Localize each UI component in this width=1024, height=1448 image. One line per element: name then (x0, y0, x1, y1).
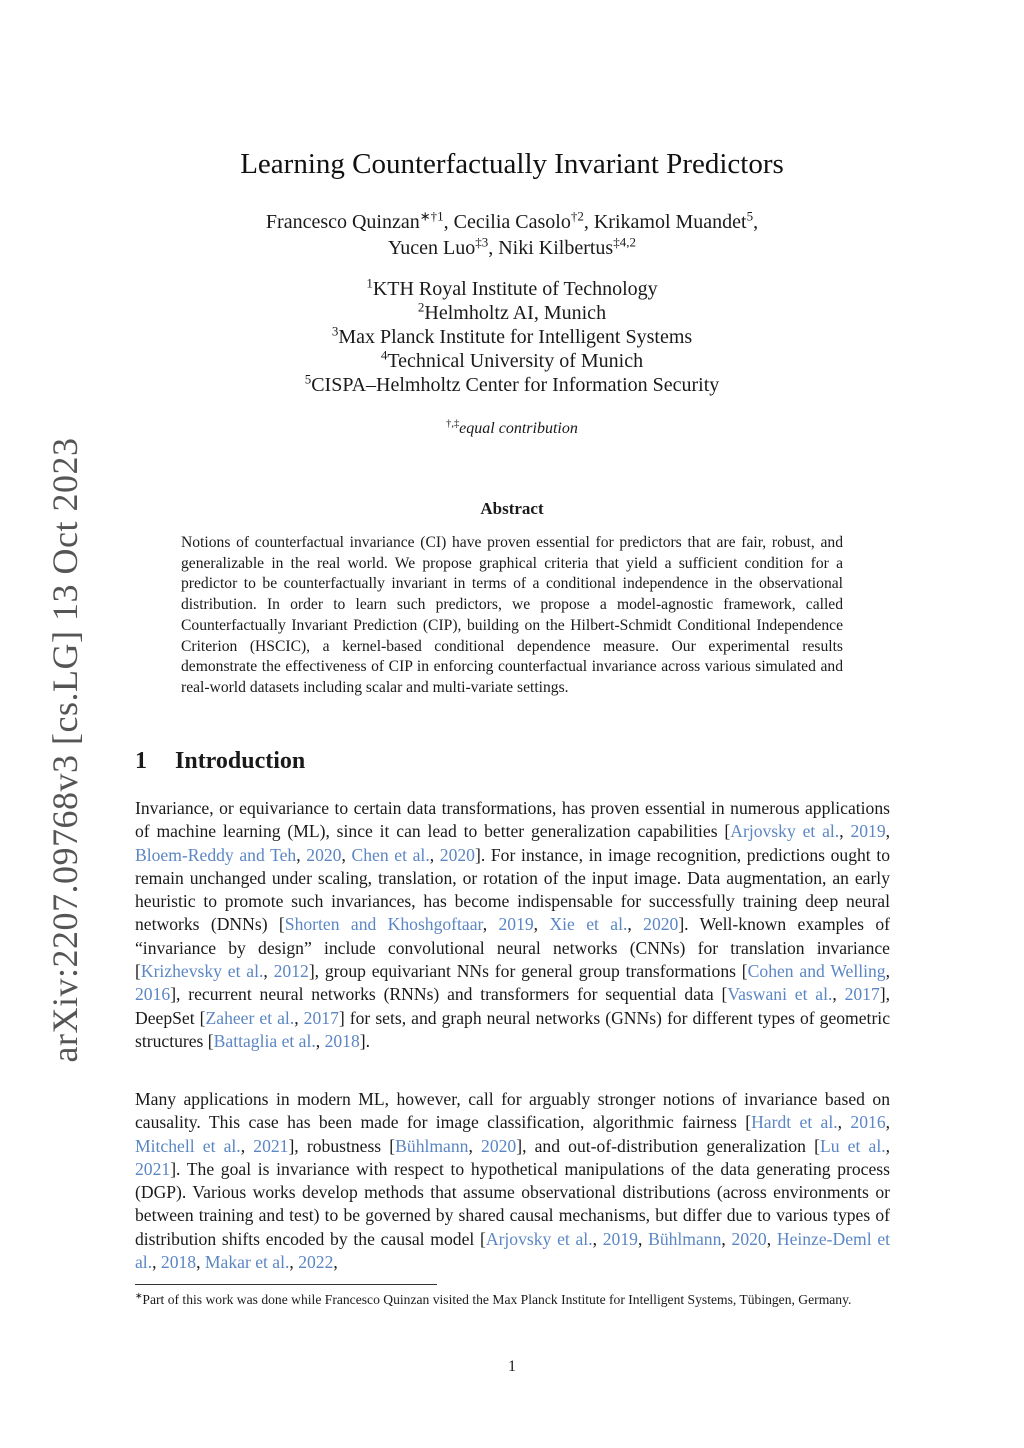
author-name: Yucen Luo (388, 237, 476, 259)
citation-link[interactable]: Vaswani et al. (727, 984, 833, 1005)
citation-link[interactable]: 2017 (303, 1007, 339, 1028)
author-name: Francesco Quinzan (265, 211, 420, 233)
citation-sep: , (429, 844, 440, 865)
section-title: Introduction (175, 748, 306, 774)
citation-link[interactable]: Zaheer et al. (205, 1007, 295, 1028)
paragraph-text: ], recurrent neural networks (RNNs) and transformers for sequential data [ (170, 984, 728, 1005)
citation-link[interactable]: 2019 (602, 1228, 638, 1249)
citation-link[interactable]: 2021 (253, 1135, 289, 1156)
affiliation (0, 373, 1024, 397)
citation-link[interactable]: Arjovsky et al. (730, 821, 840, 842)
paragraph-text: ], robustness [ (288, 1135, 396, 1156)
citation-link[interactable]: 2012 (273, 961, 309, 982)
citation-link[interactable]: 2019 (498, 914, 534, 935)
affiliation-name: KTH Royal Institute of Technology (372, 278, 658, 300)
footnote-text: Part of this work was done while Francesco Quinzan visited the Max Planck Institute for Intelligent Systems, Tübingen, Germany. (142, 1292, 852, 1307)
citation-sep: , (263, 961, 274, 982)
citation-link[interactable]: 2017 (844, 984, 880, 1005)
citation-link[interactable]: Bühlmann (648, 1228, 722, 1249)
citation-link[interactable]: 2022 (298, 1252, 334, 1273)
citation-link[interactable]: 2020 (643, 914, 679, 935)
author-marks: †2 (570, 208, 584, 224)
citation-link[interactable]: Krizhevsky et al. (140, 961, 264, 982)
citation-sep: , (839, 821, 851, 842)
equal-contribution-text: equal contribution (459, 420, 578, 437)
citation-sep: , (240, 1135, 254, 1156)
citation-sep: , (885, 821, 891, 842)
citation-sep: , (885, 961, 890, 982)
citation-sep: , (533, 914, 550, 935)
citation-sep: , (885, 1135, 891, 1156)
section-number: 1 (135, 748, 147, 774)
intro-paragraph-2 (135, 1088, 890, 1274)
citation-link[interactable]: 2020 (306, 844, 342, 865)
paragraph-text: ]. Well-known examples of “invariance by design” include convolutional neural networks (CNNs) for translation invariance [ (135, 914, 890, 982)
citation-sep: , (196, 1252, 205, 1273)
citation-sep: , (152, 1252, 161, 1273)
author-name: Krikamol Muandet (593, 211, 747, 233)
citation-sep: , (289, 1252, 299, 1273)
affiliation-name: Technical University of Munich (387, 350, 644, 372)
citation-link[interactable]: 2020 (731, 1228, 767, 1249)
paragraph-text: ]. The goal is invariance with respect to hypothetical manipulations of the data generating process (DGP). Various works develop methods that assume observational distributions (across environments or between training and test) to be governed by shared causal mechanisms, but differ due to various types of distribution shifts encoded by the causal model [ (135, 1158, 890, 1249)
page-number: 1 (508, 1358, 516, 1375)
citation-sep: , (885, 1112, 891, 1133)
citation-sep: , (468, 1135, 482, 1156)
affiliation-name: Max Planck Institute for Intelligent Systems (338, 326, 693, 348)
affiliation-mark: 3 (331, 323, 339, 339)
citation-link[interactable]: Hardt et al. (751, 1112, 838, 1133)
citation-sep: , (333, 1252, 338, 1273)
citation-sep: , (296, 844, 307, 865)
citation-link[interactable]: Bühlmann (395, 1135, 469, 1156)
citation-link[interactable]: 2021 (135, 1158, 171, 1179)
citation-link[interactable]: Arjovsky et al. (485, 1228, 593, 1249)
citation-link[interactable]: Heinze-Deml et al. (135, 1228, 891, 1273)
affiliation-mark: 2 (417, 299, 425, 315)
citation-link[interactable]: Bloem-Reddy and Teh (135, 844, 297, 865)
equal-contribution-marks: †,‡ (446, 418, 460, 430)
citation-sep: , (482, 914, 499, 935)
affiliation (0, 301, 1024, 325)
citation-link[interactable]: Chen et al. (351, 844, 430, 865)
author-line-2: Yucen Luo$^{\ddagger 3}$, Niki Kilbertus$^{\ddagger 4,2}$ (388, 234, 636, 259)
paragraph-text: Many applications in modern ML, however, call for arguably stronger notions of invariance based on causality. This case has been made for image classification, algorithmic fairness [ (135, 1089, 890, 1133)
paragraph-text: ], DeepSet [ (135, 984, 891, 1028)
paragraph-text: ]. (359, 1030, 371, 1051)
author-marks: 5 (746, 208, 754, 224)
paragraph-text: ], and out-of-distribution generalization [ (516, 1135, 820, 1156)
abstract-heading: Abstract (480, 499, 544, 518)
affiliation-mark: 5 (304, 371, 312, 387)
abstract-text: Notions of counterfactual invariance (CI) have proven essential for predictors that are fair, robust, and generalizable in the real world. We propose graphical criteria that yield a sufficient condition for a predictor to be counterfactually invariant in terms of a conditional independence in the observational distribution. In order to learn such predictors, we propose a model-agnostic framework, called Counterfactually Invariant Prediction (CIP), building on the Hilbert-Schmidt Conditional Independence Criterion (HSCIC), a kernel-based conditional dependence measure. Our experimental results demonstrate the effectiveness of CIP in enforcing counterfactual invariance across various simulated and real-world datasets including scalar and multi-variate settings. (181, 534, 843, 696)
citation-sep: , (341, 844, 352, 865)
citation-link[interactable]: 2019 (850, 821, 886, 842)
affiliation (0, 349, 1024, 373)
affiliation-mark: 1 (366, 275, 373, 291)
citation-link[interactable]: Mitchell et al. (135, 1135, 241, 1156)
footnote-mark: ∗ (135, 1290, 143, 1301)
citation-sep: , (832, 984, 845, 1005)
author-marks: ‡4,2 (613, 234, 636, 250)
intro-paragraph-1 (135, 797, 890, 1053)
affiliation-name: Helmholtz AI, Munich (424, 302, 607, 324)
citation-sep: , (315, 1030, 325, 1051)
citation-sep: , (294, 1007, 304, 1028)
paragraph-text: ], group equivariant NNs for general group transformations [ (308, 961, 748, 982)
arxiv-identifier: arXiv:2207.09768v3 [cs.LG] 13 Oct 2023 (45, 437, 85, 1063)
citation-sep: , (637, 1228, 649, 1249)
affiliation-list (0, 277, 1024, 397)
citation-link[interactable]: Lu et al. (819, 1135, 886, 1156)
affiliation (0, 277, 1024, 301)
citation-sep: , (837, 1112, 851, 1133)
affiliation-mark: 4 (380, 347, 388, 363)
citation-link[interactable]: 2016 (135, 984, 171, 1005)
footnote-divider (135, 1284, 437, 1285)
affiliation (0, 325, 1024, 349)
author-name: Niki Kilbertus (498, 237, 614, 259)
equal-contribution-note (0, 420, 1024, 438)
author-marks: ‡3 (475, 234, 489, 250)
paper-title: Learning Counterfactually Invariant Predictors (240, 148, 784, 180)
citation-link[interactable]: 2018 (160, 1252, 197, 1273)
author-line-1: Francesco Quinzan$^{∗\dagger 1}$, Cecilia Casolo$^{\dagger 2}$, Krikamol Muandet$^5$, (265, 208, 759, 233)
citation-sep: , (766, 1228, 777, 1249)
citation-link[interactable]: 2018 (324, 1030, 360, 1051)
citation-sep: , (592, 1228, 603, 1249)
citation-sep: , (627, 914, 644, 935)
author-marks: ∗†1 (419, 208, 444, 224)
citation-link[interactable]: 2020 (439, 844, 475, 865)
author-name: Cecilia Casolo (453, 211, 571, 233)
author-list (0, 209, 1024, 261)
citation-link[interactable]: 2016 (850, 1112, 886, 1133)
section-heading (135, 748, 305, 775)
paragraph-text: ] for sets, and graph neural networks (GNNs) for different types of geometric structures [ (135, 1007, 890, 1051)
footnote (135, 1290, 890, 1309)
affiliation-name: CISPA–Helmholtz Center for Information Security (311, 374, 720, 396)
citation-link[interactable]: 2020 (481, 1135, 517, 1156)
citation-link[interactable]: Xie et al. (549, 914, 628, 935)
citation-link[interactable]: Cohen and Welling (747, 961, 886, 982)
paragraph-text: ]. For instance, in image recognition, predictions ought to remain unchanged under scaling, translation, or rotation of the input image. Data augmentation, an early heuristic to promote such invariances, has become indispensable for successfully training deep neural networks (DNNs) [ (135, 844, 891, 935)
citation-link[interactable]: Shorten and Khoshgoftaar (284, 914, 483, 935)
citation-link[interactable]: Battaglia et al. (213, 1030, 316, 1051)
citation-sep: , (721, 1228, 732, 1249)
citation-link[interactable]: Makar et al. (204, 1252, 290, 1273)
paragraph-text: Invariance, or equivariance to certain data transformations, has proven essential in numerous applications of machine learning (ML), since it can lead to better generalization capabilities [ (135, 798, 890, 842)
